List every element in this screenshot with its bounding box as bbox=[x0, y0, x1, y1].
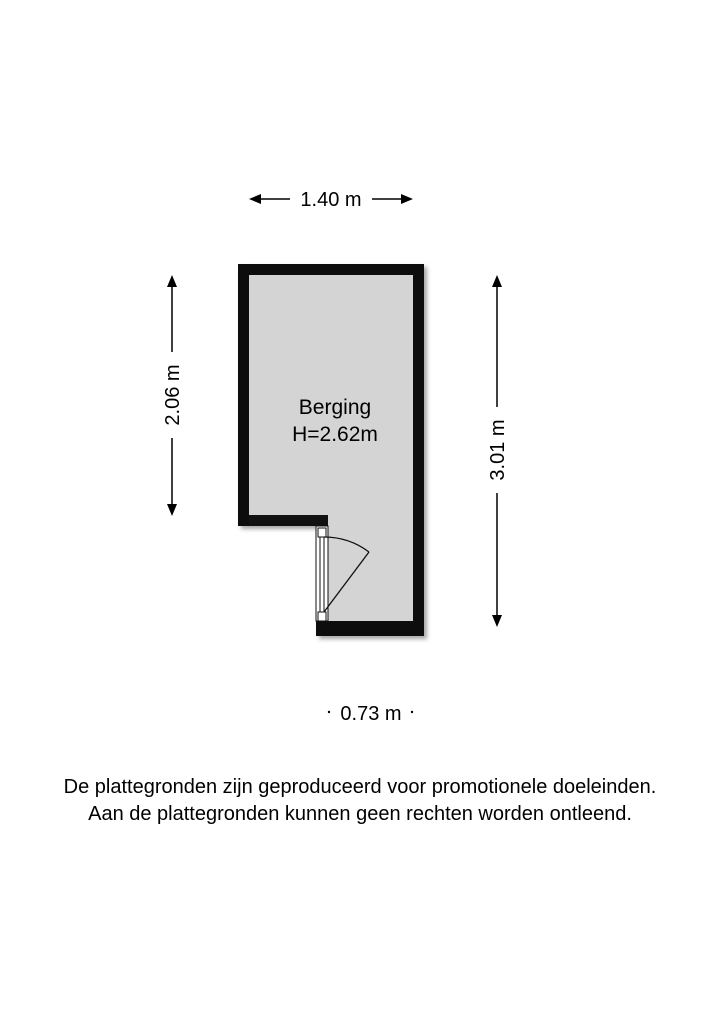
dimension-right-height bbox=[487, 275, 509, 627]
dimension-bottom-width bbox=[328, 703, 413, 725]
disclaimer-line-1: De plattegronden zijn geproduceerd voor promotionele doeleinden. bbox=[63, 776, 657, 798]
room-berging bbox=[238, 264, 424, 636]
room-floor-lower bbox=[328, 515, 413, 621]
room-height: H=2.62m bbox=[292, 423, 378, 446]
dimension-left-height bbox=[162, 275, 184, 516]
dimension-top-width-label: 1.40 m bbox=[300, 189, 362, 211]
room-floor-upper bbox=[249, 275, 413, 515]
room-wall-step bbox=[249, 515, 328, 526]
dimension-top-width bbox=[249, 189, 413, 211]
dimension-right-height-label: 3.01 m bbox=[487, 419, 509, 481]
disclaimer-line-2: Aan de plattegronden kunnen geen rechten worden ontleend. bbox=[88, 803, 632, 825]
room-name: Berging bbox=[298, 396, 372, 419]
dimension-left-height-label: 2.06 m bbox=[162, 364, 184, 426]
dimension-bottom-width-label: 0.73 m bbox=[340, 703, 402, 725]
disclaimer bbox=[0, 774, 720, 828]
